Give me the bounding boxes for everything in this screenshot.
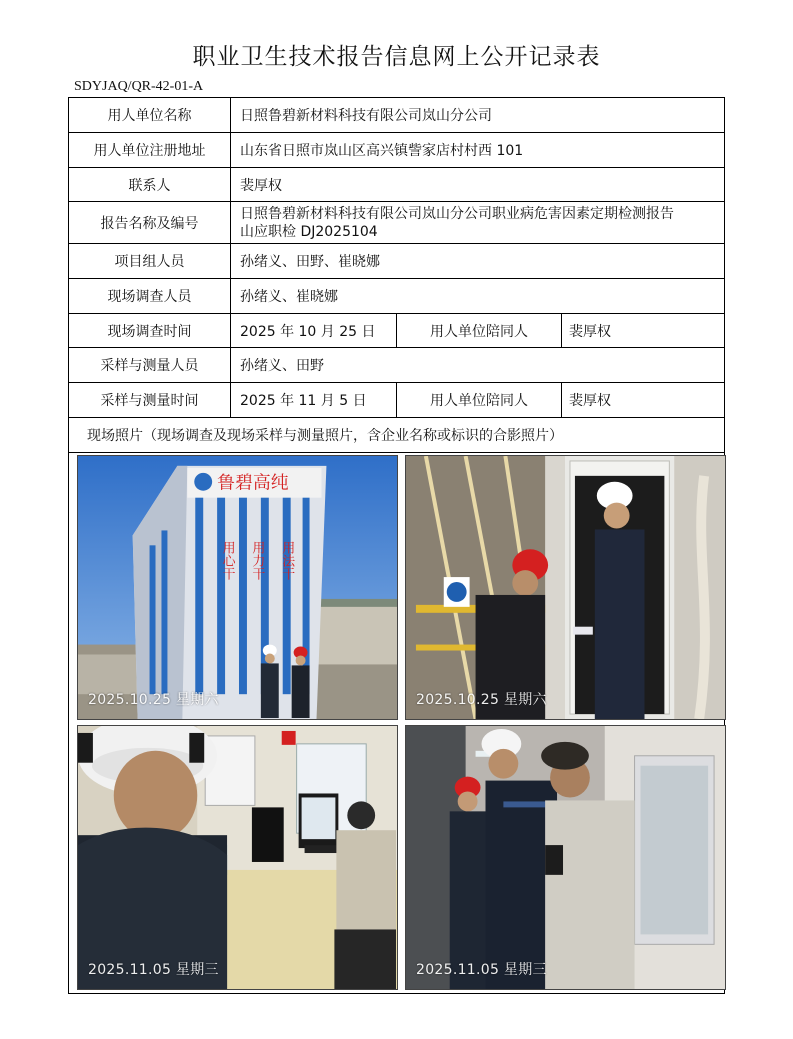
contact-label: 联系人 bbox=[69, 168, 231, 201]
form-title: 职业卫生技术报告信息网上公开记录表 bbox=[192, 44, 601, 70]
employer-value: 日照鲁碧新材料科技有限公司岚山分公司 bbox=[240, 108, 492, 124]
sampling-time-value: 2025 年 11 月 5 日 bbox=[231, 383, 397, 417]
address-value: 山东省日照市岚山区高兴镇訾家店村村西 101 bbox=[240, 143, 524, 159]
sampling-staff-value: 孙绪义、田野 bbox=[240, 358, 324, 374]
row-team bbox=[69, 244, 724, 279]
contact-value: 裴厚权 bbox=[240, 177, 282, 194]
sampling-staff-label: 采样与测量人员 bbox=[69, 348, 231, 382]
slogan-3: 用法干 bbox=[279, 541, 295, 581]
photos-header: 现场照片（现场调查及现场采样与测量照片，含企业名称或标识的合影照片） bbox=[87, 428, 563, 444]
slogan-1: 用心干 bbox=[219, 541, 235, 581]
survey-time-value: 2025 年 10 月 25 日 bbox=[231, 314, 397, 347]
survey-staff-value: 孙绪义、崔晓娜 bbox=[240, 289, 338, 305]
row-survey-time bbox=[69, 314, 724, 348]
report-value bbox=[231, 202, 724, 243]
sampling-escort-value: 裴厚权 bbox=[569, 393, 611, 409]
photo-timestamp: 2025.11.05 星期三 bbox=[88, 962, 219, 978]
address-label: 用人单位注册地址 bbox=[69, 133, 231, 167]
row-report bbox=[69, 202, 724, 244]
row-sampling-time bbox=[69, 383, 724, 418]
interior-photo-image bbox=[406, 726, 725, 989]
survey-time-label: 现场调查时间 bbox=[69, 314, 231, 347]
sampling-escort-label: 用人单位陪同人 bbox=[397, 383, 562, 417]
row-address bbox=[69, 133, 724, 168]
record-table bbox=[68, 97, 725, 994]
photo-building-exterior bbox=[77, 455, 398, 720]
control-room-photo-image bbox=[78, 726, 397, 989]
sampling-time-label: 采样与测量时间 bbox=[69, 383, 231, 417]
company-sign-text: 鲁碧高纯 bbox=[217, 472, 289, 494]
slogan-2: 用力干 bbox=[249, 541, 265, 581]
team-label: 项目组人员 bbox=[69, 244, 231, 278]
row-survey-staff bbox=[69, 279, 724, 314]
row-sampling-staff bbox=[69, 348, 724, 383]
row-employer bbox=[69, 98, 724, 133]
photo-door-inspection bbox=[405, 455, 726, 720]
team-value: 孙绪义、田野、崔晓娜 bbox=[240, 254, 380, 270]
photo-timestamp: 2025.10.25 星期六 bbox=[416, 692, 547, 708]
photo-grid bbox=[69, 453, 724, 993]
photo-timestamp: 2025.11.05 星期三 bbox=[416, 962, 547, 978]
survey-escort-value: 裴厚权 bbox=[569, 323, 611, 340]
report-label: 报告名称及编号 bbox=[69, 202, 231, 243]
building-photo-image bbox=[78, 456, 397, 719]
row-photos-header bbox=[69, 418, 724, 453]
report-title: 日照鲁碧新材料科技有限公司岚山分公司职业病危害因素定期检测报告 bbox=[240, 205, 674, 222]
survey-escort-label: 用人单位陪同人 bbox=[397, 314, 562, 347]
door-photo-image bbox=[406, 456, 725, 719]
row-contact bbox=[69, 168, 724, 202]
survey-staff-label: 现场调查人员 bbox=[69, 279, 231, 313]
employer-label: 用人单位名称 bbox=[69, 98, 231, 132]
photo-timestamp: 2025.10.25 星期六 bbox=[88, 692, 219, 708]
report-number: 山应职检 DJ2025104 bbox=[240, 223, 378, 240]
photo-control-room bbox=[77, 725, 398, 990]
document-code: SDYJAQ/QR-42-01-A bbox=[74, 79, 204, 94]
photo-interior-measurement bbox=[405, 725, 726, 990]
